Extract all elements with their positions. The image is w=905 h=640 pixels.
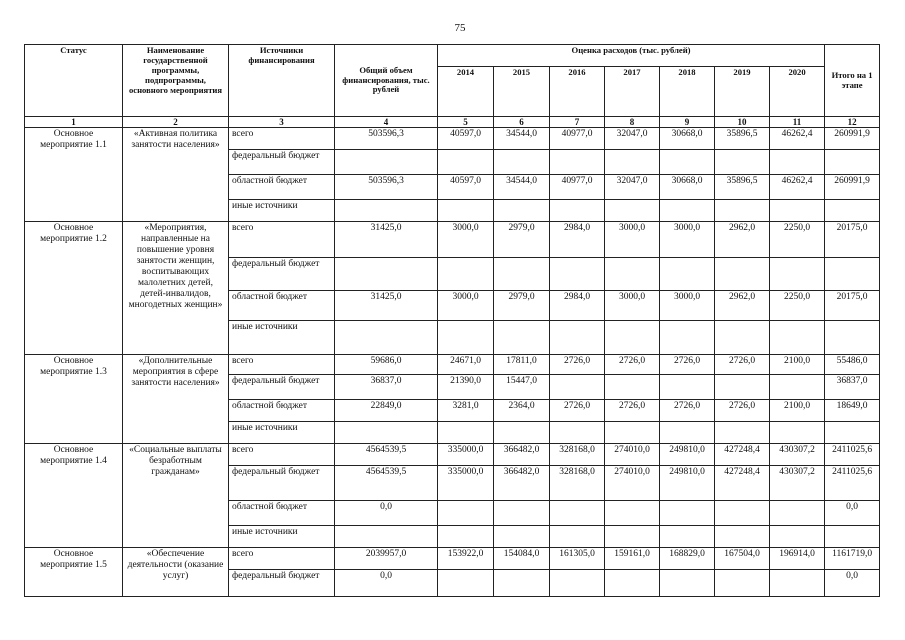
value-cell: 335000,0 <box>438 466 494 501</box>
value-cell: 427248,4 <box>715 466 770 501</box>
value-cell: 40977,0 <box>550 128 605 150</box>
source-cell: иные источники <box>229 526 335 548</box>
column-index: 1 <box>25 117 123 128</box>
value-cell: 430307,2 <box>770 466 825 501</box>
value-cell <box>605 375 660 400</box>
value-cell <box>660 200 715 222</box>
value-cell: 3000,0 <box>605 222 660 258</box>
value-cell: 15447,0 <box>494 375 550 400</box>
value-cell <box>715 375 770 400</box>
source-cell: областной бюджет <box>229 291 335 321</box>
value-cell: 2726,0 <box>660 355 715 375</box>
value-cell: 2962,0 <box>715 222 770 258</box>
value-cell: 335000,0 <box>438 444 494 466</box>
value-cell: 34544,0 <box>494 175 550 200</box>
value-cell <box>438 422 494 444</box>
value-cell: 59686,0 <box>335 355 438 375</box>
value-cell: 3000,0 <box>438 222 494 258</box>
value-cell <box>715 321 770 355</box>
value-cell: 2979,0 <box>494 291 550 321</box>
column-index: 2 <box>123 117 229 128</box>
value-cell: 46262,4 <box>770 175 825 200</box>
column-index: 9 <box>660 117 715 128</box>
header-name: Наименование государственной программы, подпрограммы, основного мероприятия <box>123 45 229 117</box>
value-cell <box>825 526 880 548</box>
value-cell <box>715 200 770 222</box>
value-cell: 274010,0 <box>605 466 660 501</box>
column-index: 7 <box>550 117 605 128</box>
value-cell <box>660 422 715 444</box>
value-cell: 4564539,5 <box>335 444 438 466</box>
value-cell <box>550 258 605 291</box>
value-cell: 196914,0 <box>770 548 825 570</box>
value-cell <box>825 321 880 355</box>
status-cell: Основное мероприятие 1.1 <box>25 128 123 222</box>
value-cell <box>550 422 605 444</box>
value-cell: 46262,4 <box>770 128 825 150</box>
value-cell <box>715 570 770 597</box>
source-cell: областной бюджет <box>229 400 335 422</box>
value-cell: 0,0 <box>335 570 438 597</box>
financing-table <box>24 44 880 597</box>
table-row <box>25 128 880 150</box>
value-cell <box>770 375 825 400</box>
value-cell: 4564539,5 <box>335 466 438 501</box>
value-cell: 2726,0 <box>605 355 660 375</box>
value-cell <box>494 200 550 222</box>
value-cell: 2726,0 <box>660 400 715 422</box>
value-cell: 0,0 <box>825 501 880 526</box>
value-cell: 2726,0 <box>715 400 770 422</box>
source-cell: федеральный бюджет <box>229 150 335 175</box>
header-sources: Источники финансирования <box>229 45 335 117</box>
value-cell <box>770 501 825 526</box>
value-cell <box>825 200 880 222</box>
value-cell: 18649,0 <box>825 400 880 422</box>
header-year: 2015 <box>494 67 550 117</box>
value-cell: 167504,0 <box>715 548 770 570</box>
value-cell: 36837,0 <box>335 375 438 400</box>
page-number: 75 <box>454 22 466 34</box>
value-cell <box>550 200 605 222</box>
value-cell: 1161719,0 <box>825 548 880 570</box>
value-cell <box>494 422 550 444</box>
column-index: 4 <box>335 117 438 128</box>
value-cell: 32047,0 <box>605 128 660 150</box>
value-cell: 366482,0 <box>494 466 550 501</box>
value-cell: 3000,0 <box>438 291 494 321</box>
value-cell: 249810,0 <box>660 444 715 466</box>
header-year: 2017 <box>605 67 660 117</box>
value-cell: 22849,0 <box>335 400 438 422</box>
value-cell: 274010,0 <box>605 444 660 466</box>
value-cell <box>494 501 550 526</box>
source-cell: областной бюджет <box>229 175 335 200</box>
value-cell <box>605 422 660 444</box>
column-index: 8 <box>605 117 660 128</box>
value-cell: 2962,0 <box>715 291 770 321</box>
value-cell: 366482,0 <box>494 444 550 466</box>
column-index-row <box>25 117 880 128</box>
value-cell: 168829,0 <box>660 548 715 570</box>
value-cell <box>605 321 660 355</box>
value-cell <box>550 526 605 548</box>
source-cell: иные источники <box>229 200 335 222</box>
value-cell <box>770 422 825 444</box>
value-cell <box>660 150 715 175</box>
value-cell <box>770 526 825 548</box>
value-cell: 2726,0 <box>715 355 770 375</box>
value-cell: 2726,0 <box>550 355 605 375</box>
column-index: 6 <box>494 117 550 128</box>
source-cell: всего <box>229 222 335 258</box>
column-index: 5 <box>438 117 494 128</box>
value-cell <box>715 258 770 291</box>
column-index: 11 <box>770 117 825 128</box>
value-cell: 2250,0 <box>770 222 825 258</box>
header-year: 2014 <box>438 67 494 117</box>
value-cell <box>494 526 550 548</box>
value-cell: 35896,5 <box>715 128 770 150</box>
header-year: 2016 <box>550 67 605 117</box>
value-cell <box>335 526 438 548</box>
status-cell: Основное мероприятие 1.4 <box>25 444 123 548</box>
value-cell <box>770 150 825 175</box>
name-cell: «Социальные выплаты безработным гражданам» <box>123 444 229 548</box>
value-cell <box>660 258 715 291</box>
value-cell <box>660 570 715 597</box>
value-cell <box>715 422 770 444</box>
value-cell <box>770 200 825 222</box>
value-cell <box>438 200 494 222</box>
value-cell <box>605 150 660 175</box>
value-cell <box>605 501 660 526</box>
value-cell <box>770 258 825 291</box>
value-cell <box>494 570 550 597</box>
value-cell: 260991,9 <box>825 175 880 200</box>
header-year: 2020 <box>770 67 825 117</box>
status-cell: Основное мероприятие 1.5 <box>25 548 123 597</box>
value-cell <box>825 422 880 444</box>
source-cell: иные источники <box>229 422 335 444</box>
source-cell: всего <box>229 444 335 466</box>
value-cell <box>438 526 494 548</box>
value-cell: 427248,4 <box>715 444 770 466</box>
value-cell: 34544,0 <box>494 128 550 150</box>
table-row <box>25 548 880 570</box>
value-cell: 17811,0 <box>494 355 550 375</box>
value-cell: 3000,0 <box>605 291 660 321</box>
value-cell: 3000,0 <box>660 222 715 258</box>
value-cell: 503596,3 <box>335 128 438 150</box>
value-cell <box>494 258 550 291</box>
value-cell <box>438 570 494 597</box>
source-cell: федеральный бюджет <box>229 466 335 501</box>
value-cell <box>438 321 494 355</box>
value-cell <box>335 258 438 291</box>
value-cell <box>825 150 880 175</box>
name-cell: «Активная политика занятости населения» <box>123 128 229 222</box>
header-estimate: Оценка расходов (тыс. рублей) <box>438 45 825 67</box>
status-cell: Основное мероприятие 1.3 <box>25 355 123 444</box>
header-year: 2019 <box>715 67 770 117</box>
name-cell: «Мероприятия, направленные на повышение уровня занятости женщин, воспитывающих малолетних детей, детей-инвалидов, многодетных женщин» <box>123 222 229 355</box>
value-cell: 40597,0 <box>438 175 494 200</box>
status-cell: Основное мероприятие 1.2 <box>25 222 123 355</box>
value-cell: 3281,0 <box>438 400 494 422</box>
value-cell: 20175,0 <box>825 222 880 258</box>
source-cell: федеральный бюджет <box>229 570 335 597</box>
value-cell <box>550 501 605 526</box>
value-cell <box>335 321 438 355</box>
value-cell: 2726,0 <box>550 400 605 422</box>
column-index: 12 <box>825 117 880 128</box>
name-cell: «Дополнительные мероприятия в сфере занятости населения» <box>123 355 229 444</box>
value-cell: 31425,0 <box>335 291 438 321</box>
table-row <box>25 222 880 258</box>
header-total: Общий объем финансирования, тыс. рублей <box>335 45 438 117</box>
value-cell: 31425,0 <box>335 222 438 258</box>
header-status: Статус <box>25 45 123 117</box>
value-cell: 55486,0 <box>825 355 880 375</box>
value-cell: 35896,5 <box>715 175 770 200</box>
value-cell <box>605 200 660 222</box>
value-cell: 2984,0 <box>550 222 605 258</box>
value-cell: 249810,0 <box>660 466 715 501</box>
header-year: 2018 <box>660 67 715 117</box>
table-row <box>25 444 880 466</box>
value-cell: 3000,0 <box>660 291 715 321</box>
value-cell: 30668,0 <box>660 128 715 150</box>
value-cell: 40597,0 <box>438 128 494 150</box>
value-cell: 36837,0 <box>825 375 880 400</box>
value-cell <box>550 321 605 355</box>
value-cell <box>715 501 770 526</box>
value-cell: 161305,0 <box>550 548 605 570</box>
source-cell: иные источники <box>229 321 335 355</box>
value-cell <box>438 150 494 175</box>
value-cell <box>660 321 715 355</box>
source-cell: всего <box>229 548 335 570</box>
value-cell: 0,0 <box>335 501 438 526</box>
source-cell: федеральный бюджет <box>229 375 335 400</box>
column-index: 3 <box>229 117 335 128</box>
value-cell <box>494 321 550 355</box>
value-cell: 260991,9 <box>825 128 880 150</box>
value-cell: 328168,0 <box>550 444 605 466</box>
value-cell <box>550 375 605 400</box>
source-cell: федеральный бюджет <box>229 258 335 291</box>
value-cell: 430307,2 <box>770 444 825 466</box>
table-row <box>25 355 880 375</box>
value-cell: 2984,0 <box>550 291 605 321</box>
value-cell <box>660 501 715 526</box>
value-cell: 2979,0 <box>494 222 550 258</box>
value-cell: 2364,0 <box>494 400 550 422</box>
value-cell: 40977,0 <box>550 175 605 200</box>
value-cell <box>550 570 605 597</box>
value-cell: 503596,3 <box>335 175 438 200</box>
value-cell <box>438 258 494 291</box>
value-cell <box>335 150 438 175</box>
column-index: 10 <box>715 117 770 128</box>
value-cell: 2726,0 <box>605 400 660 422</box>
value-cell <box>605 526 660 548</box>
value-cell: 2250,0 <box>770 291 825 321</box>
value-cell: 24671,0 <box>438 355 494 375</box>
value-cell: 2100,0 <box>770 400 825 422</box>
header-stage-total: Итого на 1 этапе <box>825 45 880 117</box>
value-cell <box>660 526 715 548</box>
value-cell: 154084,0 <box>494 548 550 570</box>
source-cell: всего <box>229 355 335 375</box>
value-cell <box>438 501 494 526</box>
source-cell: областной бюджет <box>229 501 335 526</box>
value-cell <box>770 321 825 355</box>
value-cell: 21390,0 <box>438 375 494 400</box>
value-cell: 159161,0 <box>605 548 660 570</box>
value-cell <box>715 150 770 175</box>
source-cell: всего <box>229 128 335 150</box>
value-cell: 153922,0 <box>438 548 494 570</box>
value-cell <box>605 258 660 291</box>
value-cell <box>770 570 825 597</box>
value-cell <box>494 150 550 175</box>
value-cell: 2411025,6 <box>825 466 880 501</box>
value-cell: 328168,0 <box>550 466 605 501</box>
value-cell <box>825 258 880 291</box>
value-cell: 2100,0 <box>770 355 825 375</box>
value-cell <box>715 526 770 548</box>
value-cell: 30668,0 <box>660 175 715 200</box>
value-cell <box>660 375 715 400</box>
value-cell: 0,0 <box>825 570 880 597</box>
name-cell: «Обеспечение деятельности (оказание услуг) <box>123 548 229 597</box>
value-cell: 32047,0 <box>605 175 660 200</box>
value-cell <box>550 150 605 175</box>
value-cell: 20175,0 <box>825 291 880 321</box>
value-cell: 2039957,0 <box>335 548 438 570</box>
value-cell <box>335 422 438 444</box>
value-cell: 2411025,6 <box>825 444 880 466</box>
value-cell <box>335 200 438 222</box>
value-cell <box>605 570 660 597</box>
